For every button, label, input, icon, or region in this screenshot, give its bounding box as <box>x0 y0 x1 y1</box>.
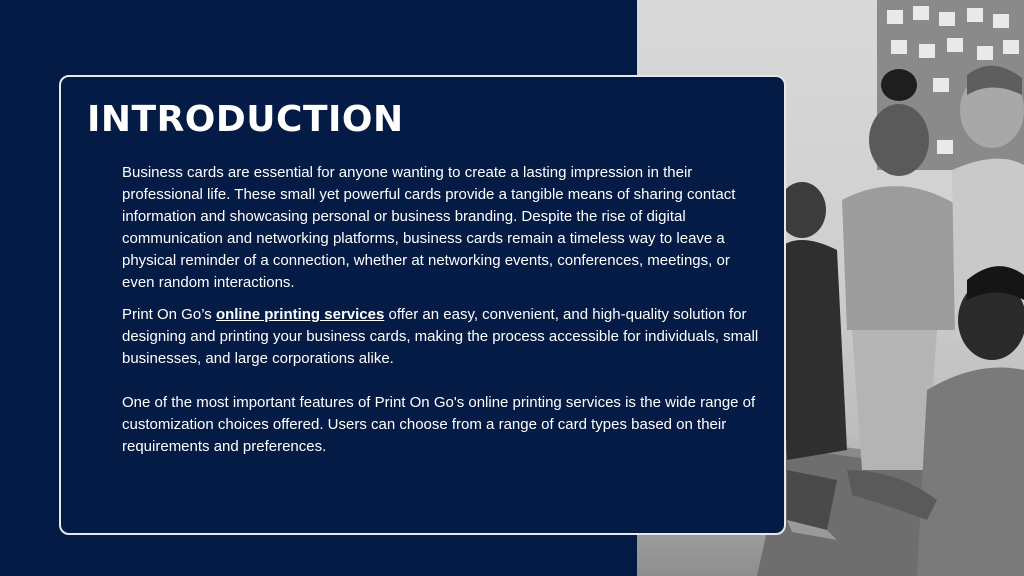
paragraph-2-after: offer an easy, convenient, and high-quality solution for designing and printing your business cards, making the process accessible for individuals, small businesses, and large corporations alike. <box>122 306 759 367</box>
paragraph-1: Business cards are essential for anyone wanting to create a lasting impression in their professional life. These small yet powerful cards provide a tangible means of sharing contact information and showcasing personal or business branding. Despite the rise of digital communication and networking platforms, business cards remain a timeless way to leave a physical reminder of a connection, whether at networking events, conferences, meetings, or even random interactions. <box>122 164 736 291</box>
paragraph-3: One of the most important features of Print On Go's online printing services is the wide range of customization choices offered. Users can choose from a range of card types based on their requirements and preferences. <box>122 394 756 455</box>
slide-body <box>122 162 762 468</box>
paragraph-2 <box>122 304 762 370</box>
slide-title: INTRODUCTION <box>87 99 404 140</box>
paragraph-2-before: Print On Go’s <box>122 306 216 323</box>
content-card <box>59 75 786 535</box>
online-printing-services-link[interactable]: online printing services <box>215 306 385 323</box>
